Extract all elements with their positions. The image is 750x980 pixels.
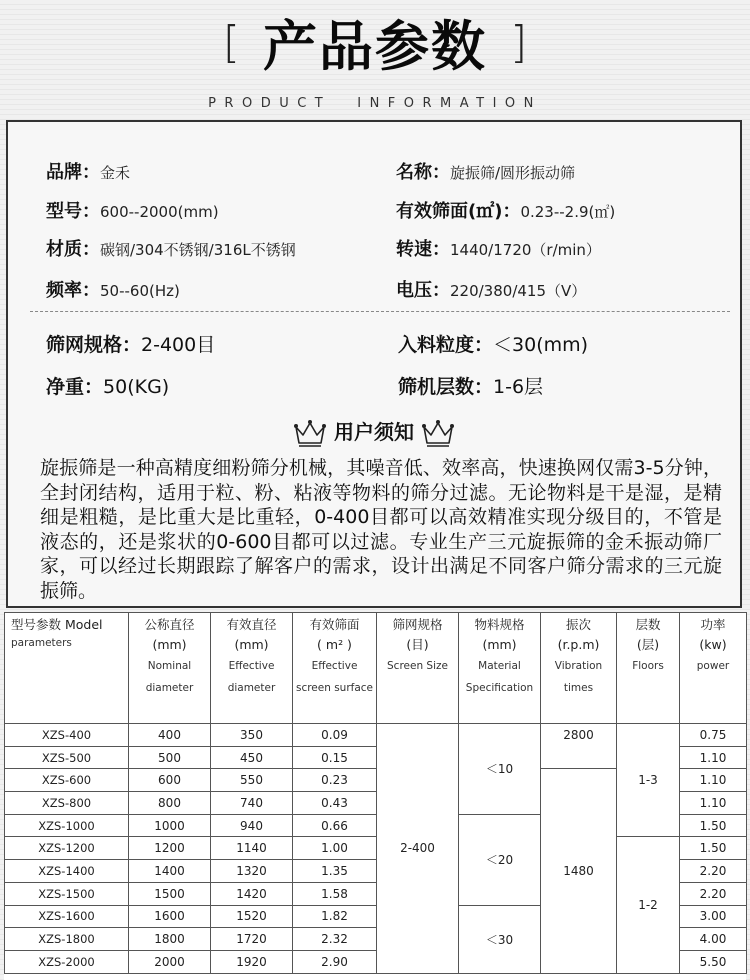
page-header: [0, 0, 750, 120]
spec-model-key: 型号：: [46, 201, 100, 222]
header-vibration-unit: (r.p.m): [557, 637, 600, 652]
spec-name-value: 旋振筛/圆形振动筛: [450, 164, 576, 182]
cell-power: 1.50: [680, 837, 747, 860]
cell-area: 1.82: [293, 905, 377, 928]
header-effective: [211, 613, 293, 724]
cell-model: XZS-1500: [5, 882, 129, 905]
cell-nominal: 1000: [129, 814, 211, 837]
cell-area: 0.43: [293, 792, 377, 815]
cell-nominal: 2000: [129, 950, 211, 973]
cell-model: XZS-1800: [5, 928, 129, 951]
spec-area: [396, 197, 615, 223]
cell-effective: 450: [211, 746, 293, 769]
cell-model: XZS-1400: [5, 860, 129, 883]
cell-effective: 1140: [211, 837, 293, 860]
cell-nominal: 1200: [129, 837, 211, 860]
header-power-zh: 功率: [700, 617, 726, 632]
notice-body: 旋振筛是一种高精度细粉筛分机械，其噪音低、效率高，快速换网仅需3-5分钟，全封闭结构，适用于粒、粉、粘液等物料的筛分过滤。无论物料是干是湿，是精细是粗糙，是比重大是比重轻，0-400目都可以高效精准实现分级目的，不管是液态的，还是浆状的0-600目都可以过滤。专业生产三元旋振筛的金禾振动筛厂家，可以经过长期跟踪了解客户的需求，设计出满足不同客户筛分需求的三元旋振筛。: [40, 457, 722, 602]
spec-speed-value: 1440/1720（r/min）: [450, 241, 601, 259]
header-effective-zh: 有效直径: [226, 617, 277, 632]
cell-model: XZS-500: [5, 746, 129, 769]
spec-material: [46, 235, 296, 261]
cell-area: 0.23: [293, 769, 377, 792]
spec-feed-value: ＜30(mm): [493, 334, 589, 356]
header-effective-en: Effective diameter: [227, 660, 276, 694]
spec-panel: [6, 120, 742, 608]
spec-layers-key: 筛机层数：: [398, 376, 494, 398]
cell-area: 1.58: [293, 882, 377, 905]
cell-nominal: 500: [129, 746, 211, 769]
header-vibration-en: Vibration times: [554, 660, 603, 694]
cell-effective: 1520: [211, 905, 293, 928]
spec-feed-key: 入料粒度：: [398, 334, 494, 356]
cell-power: 0.75: [680, 724, 747, 747]
header-vibration: [541, 613, 617, 724]
header-nominal-zh: 公称直径: [144, 617, 195, 632]
spec-frequency-key: 频率：: [46, 280, 100, 301]
parameter-table-wrap: [4, 612, 746, 980]
title-bracket-right: ]: [510, 17, 528, 68]
cell-power: 2.20: [680, 882, 747, 905]
cell-effective: 350: [211, 724, 293, 747]
page-title: 产品参数: [263, 15, 487, 78]
cell-nominal: 1600: [129, 905, 211, 928]
spec-name: [396, 158, 575, 184]
cell-nominal: 400: [129, 724, 211, 747]
header-vibration-zh: 振次: [565, 617, 591, 632]
spec-mesh-key: 筛网规格：: [46, 334, 142, 356]
cell-nominal: 1800: [129, 928, 211, 951]
cell-effective: 1320: [211, 860, 293, 883]
spec-speed: [396, 235, 601, 261]
header-effective-unit: (mm): [234, 637, 269, 652]
spec-mesh: [46, 330, 215, 357]
table-row: [5, 724, 747, 747]
spec-voltage-value: 220/380/415（V）: [450, 282, 587, 300]
cell-area: 1.00: [293, 837, 377, 860]
cell-nominal: 1400: [129, 860, 211, 883]
cell-model: XZS-1000: [5, 814, 129, 837]
spec-model: [46, 197, 219, 223]
cell-model: XZS-600: [5, 769, 129, 792]
spec-material-key: 材质：: [46, 239, 100, 260]
header-nominal: [129, 613, 211, 724]
header-screen-size-zh: 筛网规格: [392, 617, 443, 632]
notice-title: 用户须知: [334, 420, 414, 444]
page-subtitle: [0, 96, 750, 111]
cell-model: XZS-400: [5, 724, 129, 747]
spec-voltage: [396, 276, 586, 302]
cell-area: 1.35: [293, 860, 377, 883]
cell-area: 2.90: [293, 950, 377, 973]
crown-icon: [421, 419, 455, 449]
spec-area-value: 0.23--2.9(㎡): [520, 203, 616, 221]
cell-area: 0.09: [293, 724, 377, 747]
header-model: [5, 613, 129, 724]
spec-brand-key: 品牌：: [46, 162, 100, 183]
parameter-table: [4, 612, 747, 974]
cell-effective: 550: [211, 769, 293, 792]
notice-heading: [8, 416, 740, 449]
spec-speed-key: 转速：: [396, 239, 450, 260]
spec-layers-value: 1-6层: [493, 376, 544, 398]
header-area-zh: 有效筛面: [309, 617, 360, 632]
cell-material-spec: ＜30: [459, 905, 541, 973]
cell-floors: 1-3: [617, 724, 680, 837]
spec-feed: [398, 330, 588, 357]
spec-frequency: [46, 276, 180, 302]
spec-weight-key: 净重：: [46, 376, 104, 398]
cell-material-spec: ＜20: [459, 814, 541, 905]
header-model-zh: 型号参数 Model: [11, 617, 103, 632]
cell-effective: 740: [211, 792, 293, 815]
cell-power: 3.00: [680, 905, 747, 928]
spec-material-value: 碳钢/304不锈钢/316L不锈钢: [100, 241, 296, 259]
cell-model: XZS-2000: [5, 950, 129, 973]
cell-effective: 940: [211, 814, 293, 837]
header-floors: [617, 613, 680, 724]
header-power-en: power: [696, 660, 730, 672]
header-floors-zh: 层数: [635, 617, 661, 632]
spec-brand-value: 金禾: [100, 164, 131, 182]
cell-screen-size: 2-400: [377, 724, 459, 974]
cell-power: 1.10: [680, 769, 747, 792]
cell-nominal: 600: [129, 769, 211, 792]
cell-effective: 1920: [211, 950, 293, 973]
subtitle-part2: INFORMATION: [357, 96, 542, 111]
cell-model: XZS-1200: [5, 837, 129, 860]
cell-power: 2.20: [680, 860, 747, 883]
cell-material-spec: ＜10: [459, 724, 541, 815]
header-screen-size-en: Screen Size: [387, 660, 448, 672]
spec-layers: [398, 372, 543, 399]
cell-effective: 1720: [211, 928, 293, 951]
header-nominal-unit: (mm): [152, 637, 187, 652]
spec-weight: [46, 372, 169, 399]
crown-icon: [293, 419, 327, 449]
cell-effective: 1420: [211, 882, 293, 905]
spec-area-key: 有效筛面(㎡)：: [396, 201, 521, 222]
title-wrap: [0, 4, 750, 81]
header-material-spec-en: Material Specification: [465, 660, 534, 694]
spec-weight-value: 50(KG): [103, 376, 170, 398]
spec-name-key: 名称：: [396, 162, 450, 183]
cell-power: 5.50: [680, 950, 747, 973]
header-power-unit: (kw): [699, 637, 727, 652]
spec-voltage-key: 电压：: [396, 280, 450, 301]
header-nominal-en: Nominal diameter: [145, 660, 194, 694]
cell-power: 1.10: [680, 746, 747, 769]
header-area-en: Effective screen surface: [295, 660, 374, 694]
cell-power: 1.10: [680, 792, 747, 815]
cell-area: 0.66: [293, 814, 377, 837]
cell-floors: 1-2: [617, 837, 680, 973]
header-material-spec-unit: (mm): [482, 637, 517, 652]
cell-area: 2.32: [293, 928, 377, 951]
header-screen-size-unit: (目): [406, 637, 429, 652]
cell-model: XZS-1600: [5, 905, 129, 928]
title-bracket-left: [: [222, 17, 240, 68]
header-floors-unit: (层): [636, 637, 660, 652]
header-floors-en: Floors: [632, 660, 664, 672]
cell-nominal: 1500: [129, 882, 211, 905]
spec-frequency-value: 50--60(Hz): [100, 282, 180, 300]
cell-vibration: 1480: [541, 769, 617, 973]
cell-vibration: 2800: [541, 724, 617, 769]
table-row: [5, 837, 747, 860]
header-power: [680, 613, 747, 724]
cell-power: 1.50: [680, 814, 747, 837]
spec-divider: [30, 311, 730, 312]
header-screen-size: [377, 613, 459, 724]
cell-nominal: 800: [129, 792, 211, 815]
header-material-spec: [459, 613, 541, 724]
cell-model: XZS-800: [5, 792, 129, 815]
cell-area: 0.15: [293, 746, 377, 769]
cell-power: 4.00: [680, 928, 747, 951]
spec-model-value: 600--2000(mm): [100, 203, 219, 221]
header-model-en: parameters: [11, 637, 72, 649]
subtitle-part1: PRODUCT: [208, 96, 332, 111]
header-area: [293, 613, 377, 724]
spec-brand: [46, 158, 130, 184]
table-header-row: [5, 613, 747, 724]
header-area-unit: ( m² ): [317, 637, 352, 652]
header-material-spec-zh: 物料规格: [474, 617, 525, 632]
spec-mesh-value: 2-400目: [141, 334, 216, 356]
